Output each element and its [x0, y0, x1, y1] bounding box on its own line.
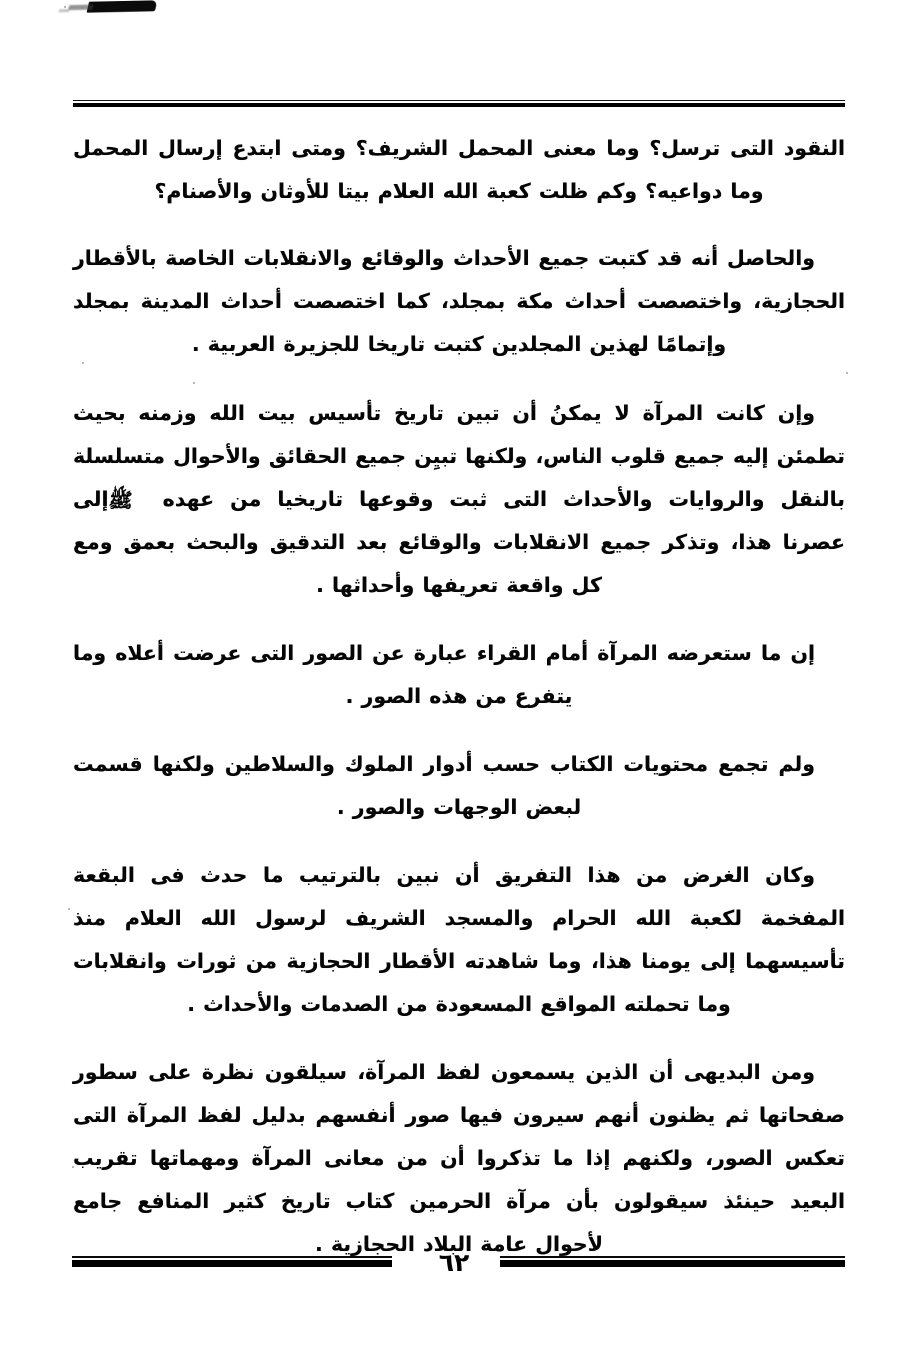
page-number: ٦٢	[438, 1248, 470, 1277]
paragraph-text-before-salawat: وإن كانت المرآة لا يمكنُ أن تبين تاريخ تأسيس بيت الله وزمنه بحيث تطمئن إليه جميع قلوب الناس، ولكنها تبيِن جميع الحقائق والأحوال متسلسلة بالنقل والروايات والأحداث التى ثبت وقوعها تاريخيا من عهده	[73, 401, 845, 511]
header-rule	[73, 100, 845, 107]
salawat-glyph-icon: ﷺ	[108, 488, 133, 512]
paragraph: النقود التى ترسل؟ وما معنى المحمل الشريف؟ ومتى ابتدع إرسال المحمل وما دواعيه؟ وكم ظلت كعبة الله العلام بيتا للأوثان والأصنام؟	[73, 136, 845, 203]
paragraph	[73, 392, 845, 607]
header-rule-thick	[73, 103, 845, 107]
scan-smudge-artifact	[87, 0, 158, 12]
paragraph: ولم تجمع محتويات الكتاب حسب أدوار الملوك والسلاطين ولكنها قسمت لبعض الوجهات والصور .	[73, 752, 815, 819]
page-footer	[0, 1248, 908, 1290]
paragraph: والحاصل أنه قد كتبت جميع الأحداث والوقائع والانقلابات الخاصة بالأقطار الحجازية، واختصصت أحداث مكة بمجلد، كما اختصصت أحداث المدينة بمجلد وإتمامًا لهذين المجلدين كتبت تاريخا للجزيرة العربية .	[73, 246, 845, 356]
paragraph: وكان الغرض من هذا التفريق أن نبين بالترتيب ما حدث فى البقعة المفخمة لكعبة الله الحرام والمسجد الشريف لرسول الله العلام منذ تأسيسهما إلى يومنا هذا، وما شاهدته الأقطار الحجازية من ثورات وانقلابات وما تحملته المواقع المسعودة من الصدمات والأحداث .	[73, 863, 845, 1016]
scan-speck	[64, 6, 66, 8]
page-body	[73, 127, 845, 1266]
scan-speck	[846, 372, 848, 374]
scan-speck	[68, 908, 70, 910]
paragraph: إن ما ستعرضه المرآة أمام القراء عبارة عن الصور التى عرضت أعلاه وما يتفرع من هذه الصور .	[73, 641, 815, 708]
paragraph-text-after-salawat: إلى عصرنا هذا، وتذكر جميع الانقلابات والوقائع بعد التدقيق والبحث بعمق ومع كل واقعة تعريفها وأحداثها .	[73, 487, 845, 597]
paragraph: ومن البديهى أن الذين يسمعون لفظ المرآة، سيلقون نظرة على سطور صفحاتها ثم يظنون أنهم سيرون فيها صور أنفسهم بدليل لفظ المرآة التى تعكس الصور، ولكنهم إذا ما تذكروا أن من معانى المرآة ومهماتها تقريب البعيد حينئذ سيقولون بأن مرآة الحرمين كتاب تاريخ كثير المنافع جامع لأحوال عامة البلاد الحجازية .	[73, 1060, 845, 1256]
